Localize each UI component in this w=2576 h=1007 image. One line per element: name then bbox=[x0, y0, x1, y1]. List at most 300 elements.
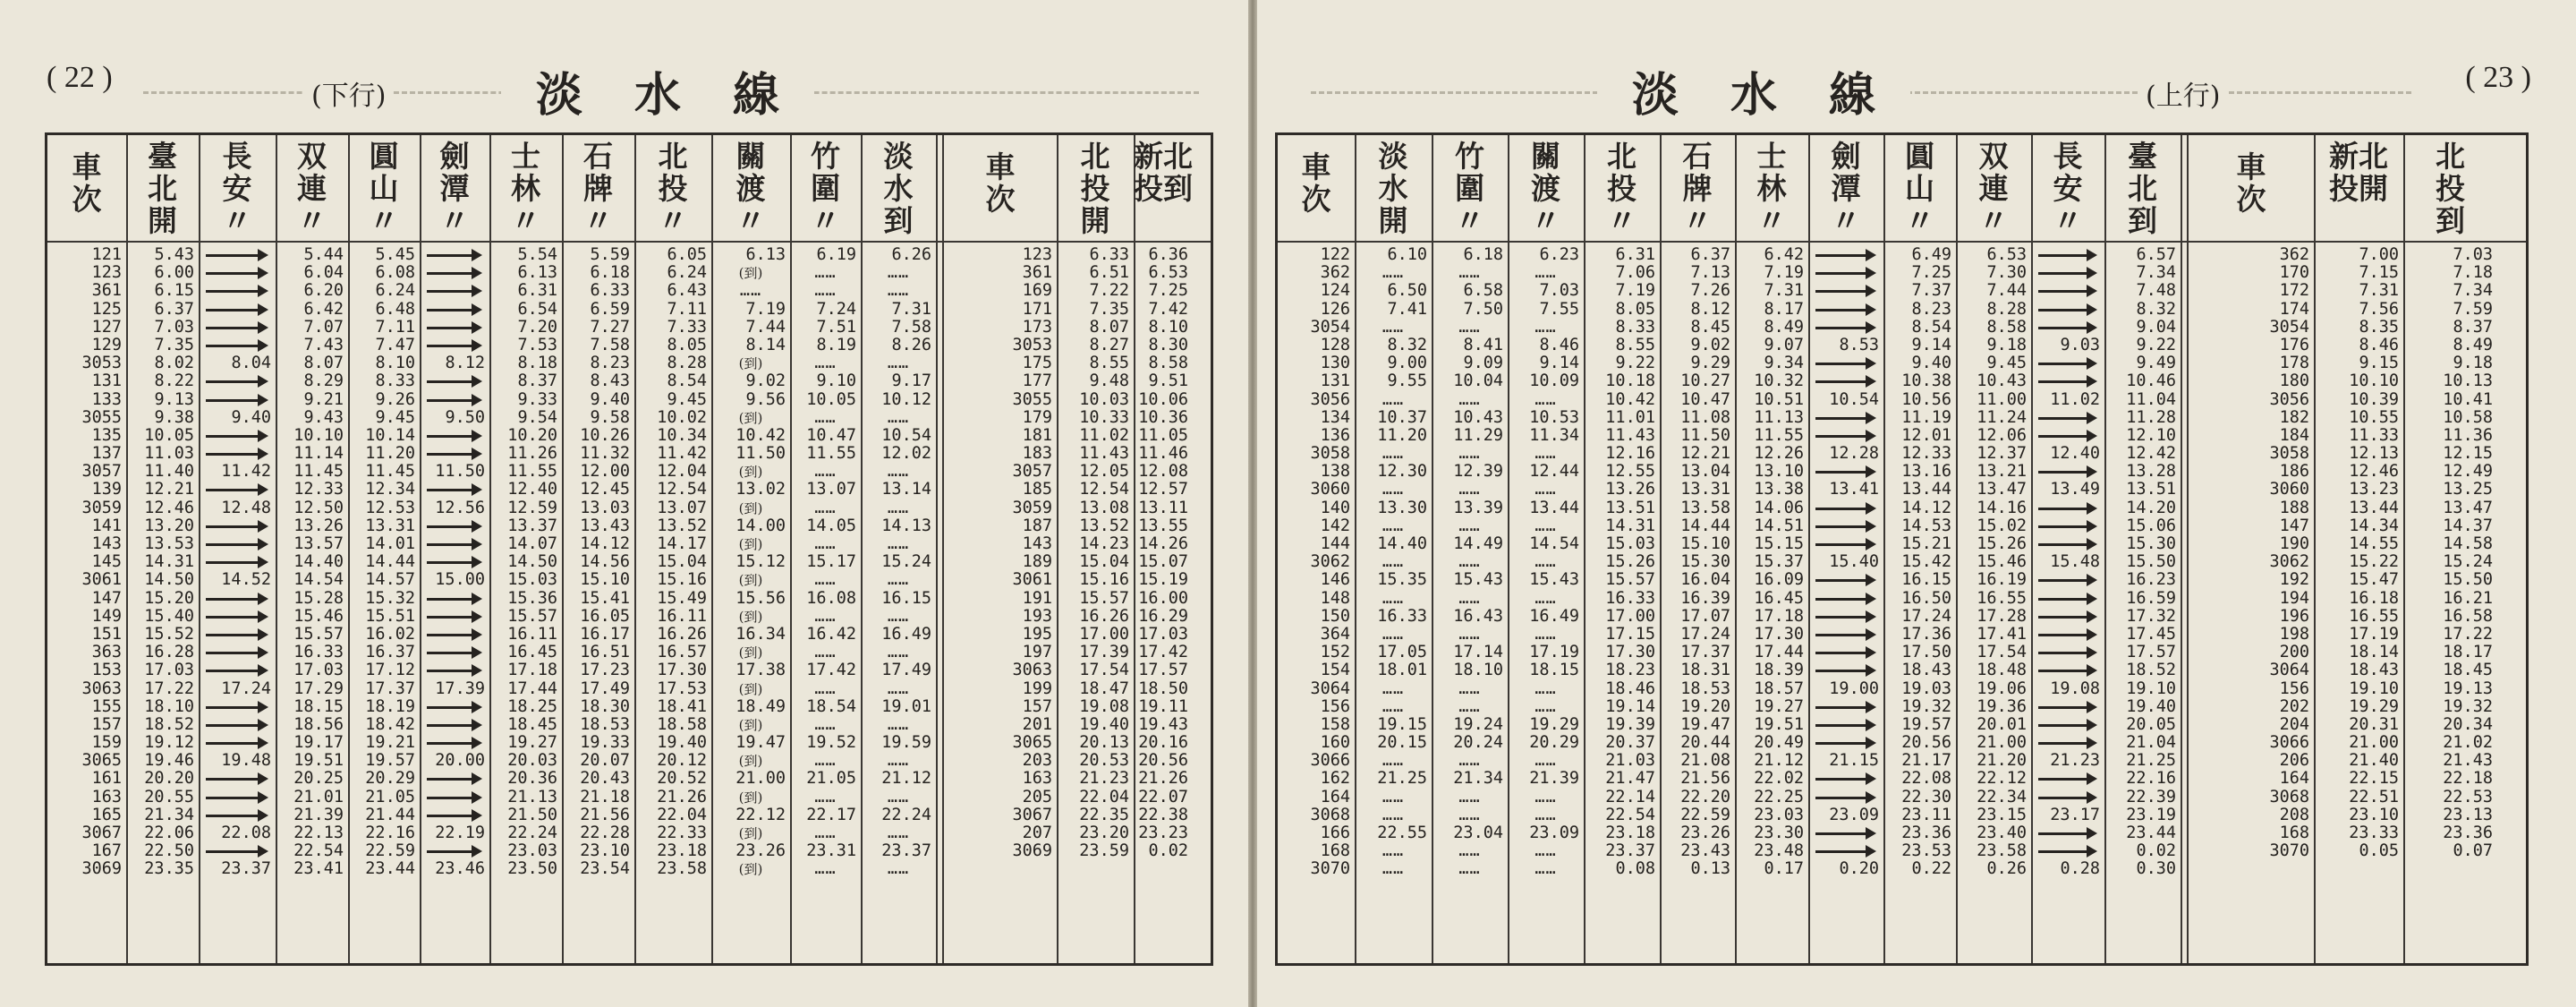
table-cell: 6.13 bbox=[745, 245, 786, 264]
column-header: 劍 潭 〃 bbox=[439, 139, 470, 238]
table-cell: 9.49 bbox=[2136, 354, 2176, 373]
table-cell bbox=[2031, 246, 2104, 264]
table-cell: 9.26 bbox=[375, 389, 415, 409]
table-cell: 18.53 bbox=[1680, 678, 1730, 698]
table-cell: 361 bbox=[91, 281, 122, 301]
table-cell bbox=[1808, 517, 1883, 535]
table-cell: 23.13 bbox=[2443, 805, 2493, 824]
pass-through-arrow-icon bbox=[427, 698, 482, 716]
pass-through-arrow-icon bbox=[1815, 842, 1876, 860]
table-cell: 9.22 bbox=[2136, 335, 2176, 354]
main-column-3 bbox=[1508, 135, 1584, 963]
table-cell: 18.01 bbox=[1377, 661, 1427, 680]
table-cell: 17.12 bbox=[365, 661, 415, 680]
table-cell: 19.52 bbox=[806, 733, 856, 753]
table-cell: 19.15 bbox=[1377, 714, 1427, 734]
table-cell: 3068 bbox=[2269, 787, 2309, 806]
table-cell: 10.47 bbox=[806, 425, 856, 445]
table-cell: (到) bbox=[738, 861, 763, 878]
table-cell: 147 bbox=[2279, 516, 2309, 535]
table-cell: 19.57 bbox=[365, 751, 415, 771]
table-cell: 13.30 bbox=[1377, 498, 1427, 517]
table-cell: 17.24 bbox=[1901, 606, 1951, 626]
pass-through-arrow-icon bbox=[1815, 409, 1876, 427]
table-cell: 9.38 bbox=[154, 407, 194, 427]
table-cell: 14.51 bbox=[1754, 516, 1804, 535]
table-cell: 7.00 bbox=[2359, 245, 2399, 264]
table-cell: …… bbox=[1535, 588, 1557, 608]
table-cell: 157 bbox=[91, 714, 122, 734]
pass-through-arrow-icon bbox=[427, 282, 482, 300]
table-cell: 176 bbox=[2279, 335, 2309, 354]
table-cell: 16.11 bbox=[507, 624, 557, 644]
table-cell: 16.34 bbox=[735, 624, 786, 644]
table-cell: 19.08 bbox=[2050, 678, 2100, 698]
table-cell: 19.11 bbox=[1138, 696, 1188, 716]
table-cell bbox=[2031, 427, 2104, 445]
table-cell: …… bbox=[814, 498, 837, 517]
table-cell: 15.57 bbox=[1079, 588, 1129, 608]
table-cell: 3070 bbox=[2269, 841, 2309, 861]
table-cell: 21.26 bbox=[1138, 769, 1188, 789]
pass-through-arrow-icon bbox=[2038, 354, 2097, 372]
table-cell: 9.21 bbox=[303, 389, 344, 409]
table-cell: 144 bbox=[1320, 534, 1350, 553]
main-column-1 bbox=[126, 135, 199, 963]
table-cell bbox=[199, 590, 276, 608]
table-cell: 22.38 bbox=[1138, 805, 1188, 824]
table-cell: 17.30 bbox=[657, 661, 707, 680]
table-cell: 15.26 bbox=[1605, 552, 1655, 572]
pass-through-arrow-icon bbox=[427, 372, 482, 390]
table-cell bbox=[420, 427, 489, 445]
table-cell: 153 bbox=[91, 661, 122, 680]
table-cell: 17.57 bbox=[2126, 643, 2176, 662]
table-cell bbox=[420, 481, 489, 499]
table-cell: …… bbox=[1458, 444, 1481, 464]
table-cell: …… bbox=[1458, 859, 1481, 879]
table-cell: 18.50 bbox=[1138, 678, 1188, 698]
table-cell: 20.01 bbox=[1977, 714, 2027, 734]
table-cell: 14.23 bbox=[1079, 534, 1129, 553]
table-cell bbox=[199, 806, 276, 824]
table-cell: 6.53 bbox=[1148, 263, 1188, 283]
table-cell: 7.06 bbox=[1615, 263, 1655, 283]
main-column-6 bbox=[1735, 135, 1808, 963]
table-cell: 19.29 bbox=[2349, 696, 2399, 716]
table-cell: 11.02 bbox=[1079, 425, 1129, 445]
table-cell bbox=[420, 770, 489, 788]
table-cell: 8.55 bbox=[1089, 354, 1129, 373]
table-cell: 23.30 bbox=[1754, 824, 1804, 842]
table-cell: 14.12 bbox=[1901, 498, 1951, 517]
table-cell: 188 bbox=[2279, 498, 2309, 517]
table-cell: …… bbox=[1382, 624, 1405, 644]
table-cell: 0.28 bbox=[2060, 859, 2100, 879]
pass-through-arrow-icon bbox=[206, 481, 268, 499]
table-cell bbox=[420, 698, 489, 716]
table-cell: 13.37 bbox=[507, 516, 557, 535]
table-cell: 12.40 bbox=[2050, 444, 2100, 464]
table-cell: 7.58 bbox=[590, 335, 630, 354]
table-cell bbox=[199, 517, 276, 535]
table-cell: 9.40 bbox=[590, 389, 630, 409]
table-cell: 23.18 bbox=[1605, 824, 1655, 842]
table-cell: 191 bbox=[1022, 588, 1052, 608]
table-cell bbox=[199, 319, 276, 337]
pass-through-arrow-icon bbox=[2038, 824, 2097, 842]
table-cell: 18.30 bbox=[580, 696, 630, 716]
table-cell: 163 bbox=[91, 787, 122, 806]
table-cell: 17.38 bbox=[735, 661, 786, 680]
table-cell: 23.48 bbox=[1754, 841, 1804, 861]
pass-through-arrow-icon bbox=[206, 535, 268, 553]
table-cell: 3069 bbox=[1012, 841, 1052, 861]
pass-through-arrow-icon bbox=[206, 789, 268, 806]
table-cell: 8.17 bbox=[1764, 299, 1804, 319]
table-cell: 22.30 bbox=[1901, 787, 1951, 806]
table-cell: 150 bbox=[1320, 606, 1350, 626]
main-column-9 bbox=[1956, 135, 2031, 963]
table-cell: 11.29 bbox=[1453, 425, 1503, 445]
table-cell: 15.41 bbox=[580, 588, 630, 608]
table-cell: 9.55 bbox=[1387, 371, 1427, 391]
table-cell: 131 bbox=[91, 371, 122, 391]
table-cell: 197 bbox=[1022, 643, 1052, 662]
table-cell: …… bbox=[814, 534, 837, 553]
table-cell: …… bbox=[814, 407, 837, 427]
table-cell: 15.15 bbox=[1754, 534, 1804, 553]
table-cell: 15.12 bbox=[735, 552, 786, 572]
table-cell: 22.16 bbox=[365, 824, 415, 842]
table-cell: 17.44 bbox=[1754, 643, 1804, 662]
table-cell: 3068 bbox=[1310, 805, 1350, 824]
table-cell: 141 bbox=[91, 516, 122, 535]
table-cell: 143 bbox=[91, 534, 122, 553]
pass-through-arrow-icon bbox=[206, 427, 268, 445]
table-cell: 207 bbox=[1022, 824, 1052, 842]
pass-through-arrow-icon bbox=[2038, 770, 2097, 788]
table-cell: 17.45 bbox=[2126, 624, 2176, 644]
table-cell: 19.40 bbox=[1079, 714, 1129, 734]
table-cell bbox=[1808, 319, 1883, 337]
table-cell: 22.20 bbox=[1680, 787, 1730, 806]
table-cell: 12.01 bbox=[1901, 425, 1951, 445]
table-cell: 17.22 bbox=[2443, 624, 2493, 644]
table-cell: 17.54 bbox=[1079, 661, 1129, 680]
column-header: 長 安 〃 bbox=[2053, 139, 2083, 238]
pass-through-arrow-icon bbox=[427, 626, 482, 644]
table-cell: 22.13 bbox=[293, 824, 344, 842]
table-cell: 121 bbox=[91, 245, 122, 264]
table-cell: 17.39 bbox=[1079, 643, 1129, 662]
table-cell: 158 bbox=[1320, 714, 1350, 734]
table-cell: 18.52 bbox=[144, 714, 194, 734]
table-cell: 9.18 bbox=[2453, 354, 2493, 373]
table-cell: 10.58 bbox=[2443, 407, 2493, 427]
table-cell bbox=[2031, 409, 2104, 427]
main-column-5 bbox=[1660, 135, 1735, 963]
table-cell: 166 bbox=[1320, 824, 1350, 842]
table-cell: 5.59 bbox=[590, 245, 630, 264]
table-cell: 23.37 bbox=[221, 859, 271, 879]
table-cell: 19.10 bbox=[2349, 678, 2399, 698]
table-cell: …… bbox=[887, 281, 910, 301]
table-cell: 21.18 bbox=[580, 787, 630, 806]
table-cell: 7.18 bbox=[2453, 263, 2493, 283]
table-cell: 20.56 bbox=[1138, 751, 1188, 771]
table-cell: …… bbox=[1535, 859, 1557, 879]
table-cell: 11.13 bbox=[1754, 407, 1804, 427]
table-cell: 7.43 bbox=[303, 335, 344, 354]
header-rule bbox=[1278, 241, 2526, 243]
table-cell: 17.22 bbox=[144, 678, 194, 698]
table-cell: 17.14 bbox=[1453, 643, 1503, 662]
table-cell: 7.59 bbox=[2453, 299, 2493, 319]
table-cell: …… bbox=[887, 859, 910, 879]
table-cell: 10.56 bbox=[1901, 389, 1951, 409]
main-column-2 bbox=[199, 135, 276, 963]
table-cell: 3059 bbox=[1012, 498, 1052, 517]
table-cell bbox=[2031, 824, 2104, 842]
table-cell: 11.14 bbox=[293, 444, 344, 464]
table-cell: 8.22 bbox=[154, 371, 194, 391]
table-cell: 19.33 bbox=[580, 733, 630, 753]
table-cell: 10.32 bbox=[1754, 371, 1804, 391]
pass-through-arrow-icon bbox=[206, 806, 268, 824]
table-cell: 9.02 bbox=[745, 371, 786, 391]
table-cell: 23.37 bbox=[881, 841, 931, 861]
table-cell: 23.44 bbox=[365, 859, 415, 879]
table-cell: 15.26 bbox=[1977, 534, 2027, 553]
table-cell: 3064 bbox=[1310, 678, 1350, 698]
table-cell: 15.28 bbox=[293, 588, 344, 608]
table-cell: 21.15 bbox=[1829, 751, 1879, 771]
table-cell: …… bbox=[814, 462, 837, 482]
table-cell: 20.37 bbox=[1605, 733, 1655, 753]
table-cell bbox=[2031, 463, 2104, 481]
table-cell: 204 bbox=[2279, 714, 2309, 734]
table-cell: 7.31 bbox=[1764, 281, 1804, 301]
table-cell: 9.48 bbox=[1089, 371, 1129, 391]
table-cell bbox=[2031, 789, 2104, 806]
table-cell: 15.57 bbox=[1605, 570, 1655, 590]
table-cell: 364 bbox=[1320, 624, 1350, 644]
table-cell: 7.34 bbox=[2136, 263, 2176, 283]
table-cell: 13.52 bbox=[1079, 516, 1129, 535]
table-cell: 15.30 bbox=[1680, 552, 1730, 572]
table-cell: 3063 bbox=[1012, 661, 1052, 680]
table-cell: 14.40 bbox=[293, 552, 344, 572]
column-header: 長 安 〃 bbox=[222, 139, 252, 238]
table-cell: 13.26 bbox=[293, 516, 344, 535]
table-cell: 17.32 bbox=[2126, 606, 2176, 626]
pass-through-arrow-icon bbox=[1815, 734, 1876, 752]
table-cell: 23.58 bbox=[657, 859, 707, 879]
table-cell bbox=[1808, 824, 1883, 842]
table-cell: 23.15 bbox=[1977, 805, 2027, 824]
table-cell: 10.54 bbox=[1829, 389, 1879, 409]
table-cell: 23.43 bbox=[1680, 841, 1730, 861]
pass-through-arrow-icon bbox=[1815, 517, 1876, 535]
table-cell: 10.05 bbox=[144, 425, 194, 445]
table-cell bbox=[1808, 644, 1883, 661]
table-cell: 21.03 bbox=[1605, 751, 1655, 771]
table-cell: 21.00 bbox=[735, 769, 786, 789]
table-cell: 12.28 bbox=[1829, 444, 1879, 464]
pass-through-arrow-icon bbox=[427, 590, 482, 608]
table-cell: 12.21 bbox=[144, 480, 194, 499]
table-cell: 14.07 bbox=[507, 534, 557, 553]
table-cell: 0.02 bbox=[2136, 841, 2176, 861]
table-cell: 3066 bbox=[1310, 751, 1350, 771]
table-cell: 13.41 bbox=[1829, 480, 1879, 499]
table-cell: …… bbox=[1382, 841, 1405, 861]
table-cell: 11.45 bbox=[293, 462, 344, 482]
table-cell: 22.04 bbox=[657, 805, 707, 824]
pass-through-arrow-icon bbox=[1815, 372, 1876, 390]
main-column-8 bbox=[1883, 135, 1956, 963]
table-cell: 3065 bbox=[1012, 733, 1052, 753]
table-cell: 0.02 bbox=[1148, 841, 1188, 861]
table-cell: 16.19 bbox=[1977, 570, 2027, 590]
table-cell: 208 bbox=[2279, 805, 2309, 824]
table-cell: 137 bbox=[91, 444, 122, 464]
table-cell: 22.16 bbox=[2126, 769, 2176, 789]
table-cell: 16.29 bbox=[1138, 606, 1188, 626]
table-cell: 7.31 bbox=[891, 299, 931, 319]
pass-through-arrow-icon bbox=[2038, 698, 2097, 716]
table-cell: 12.05 bbox=[1079, 462, 1129, 482]
table-cell: 11.55 bbox=[806, 444, 856, 464]
table-cell: 7.42 bbox=[1148, 299, 1188, 319]
table-cell: …… bbox=[1382, 751, 1405, 771]
table-cell: …… bbox=[1382, 588, 1405, 608]
table-cell bbox=[199, 553, 276, 571]
table-cell: 19.01 bbox=[881, 696, 931, 716]
table-cell: 20.29 bbox=[365, 769, 415, 789]
timetable-upbound bbox=[1275, 132, 2529, 966]
table-cell: 8.07 bbox=[303, 354, 344, 373]
table-cell bbox=[199, 391, 276, 409]
pass-through-arrow-icon bbox=[2038, 264, 2097, 282]
table-cell: (到) bbox=[738, 464, 763, 481]
table-cell: 16.08 bbox=[806, 588, 856, 608]
table-cell: …… bbox=[1458, 516, 1481, 535]
column-header: 淡 水 到 bbox=[883, 139, 914, 238]
table-cell: 23.20 bbox=[1079, 824, 1129, 842]
table-cell: …… bbox=[887, 354, 910, 373]
table-cell: 15.43 bbox=[1453, 570, 1503, 590]
table-cell: 3061 bbox=[81, 570, 122, 590]
table-cell: 7.51 bbox=[816, 317, 856, 337]
table-cell bbox=[1808, 789, 1883, 806]
pass-through-arrow-icon bbox=[206, 264, 268, 282]
table-cell: 18.53 bbox=[580, 714, 630, 734]
table-cell: 6.08 bbox=[375, 263, 415, 283]
column-header: 石 牌 〃 bbox=[1682, 139, 1713, 238]
table-cell: 21.12 bbox=[881, 769, 931, 789]
table-cell: 14.31 bbox=[144, 552, 194, 572]
table-cell: 13.38 bbox=[1754, 480, 1804, 499]
table-cell: 3057 bbox=[1012, 462, 1052, 482]
table-cell bbox=[1808, 264, 1883, 282]
column-header: 北 投 開 bbox=[1080, 139, 1110, 238]
table-cell: …… bbox=[1382, 859, 1405, 879]
table-cell: …… bbox=[887, 534, 910, 553]
table-cell: 8.28 bbox=[667, 354, 707, 373]
table-cell: 20.44 bbox=[1680, 733, 1730, 753]
table-cell: 186 bbox=[2279, 462, 2309, 482]
table-cell: 22.33 bbox=[657, 824, 707, 842]
table-cell: 129 bbox=[91, 335, 122, 354]
table-cell bbox=[420, 716, 489, 734]
table-cell: 193 bbox=[1022, 606, 1052, 626]
table-cell: 3061 bbox=[1012, 570, 1052, 590]
table-cell: 12.55 bbox=[1605, 462, 1655, 482]
page-number: ( 23 ) bbox=[2465, 61, 2531, 94]
table-cell: 21.34 bbox=[144, 805, 194, 824]
table-cell: 10.05 bbox=[806, 389, 856, 409]
table-cell: 9.51 bbox=[1148, 371, 1188, 391]
column-header: 竹 圍 〃 bbox=[1455, 139, 1484, 238]
table-cell: 12.46 bbox=[144, 498, 194, 517]
table-cell: 22.35 bbox=[1079, 805, 1129, 824]
table-cell: (到) bbox=[738, 265, 763, 282]
column-header: 双 連 〃 bbox=[1978, 139, 2009, 238]
table-cell: 7.48 bbox=[2136, 281, 2176, 301]
table-cell: 152 bbox=[1320, 643, 1350, 662]
table-cell: 22.12 bbox=[1977, 769, 2027, 789]
table-cell: 15.30 bbox=[2126, 534, 2176, 553]
table-cell: 17.37 bbox=[365, 678, 415, 698]
table-cell: 10.43 bbox=[1977, 371, 2027, 391]
table-cell: 13.14 bbox=[881, 480, 931, 499]
pass-through-arrow-icon bbox=[2038, 427, 2097, 445]
table-cell: 7.25 bbox=[1911, 263, 1951, 283]
table-cell: 21.25 bbox=[1377, 769, 1427, 789]
table-cell: …… bbox=[1382, 678, 1405, 698]
table-cell: 13.03 bbox=[580, 498, 630, 517]
table-cell: 17.53 bbox=[657, 678, 707, 698]
table-cell: 3058 bbox=[2269, 444, 2309, 464]
table-cell: …… bbox=[1535, 552, 1557, 572]
table-cell: 20.05 bbox=[2126, 714, 2176, 734]
table-cell: 168 bbox=[2279, 824, 2309, 842]
table-cell: 8.28 bbox=[1986, 299, 2027, 319]
table-cell: 13.07 bbox=[657, 498, 707, 517]
table-cell: 8.58 bbox=[1986, 317, 2027, 337]
table-cell: 8.10 bbox=[375, 354, 415, 373]
table-cell: 16.28 bbox=[144, 643, 194, 662]
main-column-11 bbox=[861, 135, 936, 963]
column-header: 臺 北 到 bbox=[2128, 139, 2157, 238]
table-cell: 123 bbox=[1022, 245, 1052, 264]
table-cell: 15.40 bbox=[144, 606, 194, 626]
table-cell: 14.17 bbox=[657, 534, 707, 553]
table-cell: 201 bbox=[1022, 714, 1052, 734]
table-cell: 22.51 bbox=[2349, 787, 2399, 806]
table-cell: 9.17 bbox=[891, 371, 931, 391]
table-cell: 18.15 bbox=[1529, 661, 1579, 680]
table-cell: 11.50 bbox=[435, 462, 485, 482]
table-cell: 8.55 bbox=[1615, 335, 1655, 354]
table-cell bbox=[2031, 644, 2104, 661]
table-cell: 6.42 bbox=[1764, 245, 1804, 264]
table-cell: 362 bbox=[1320, 263, 1350, 283]
table-cell: 11.50 bbox=[735, 444, 786, 464]
table-cell: …… bbox=[1382, 552, 1405, 572]
